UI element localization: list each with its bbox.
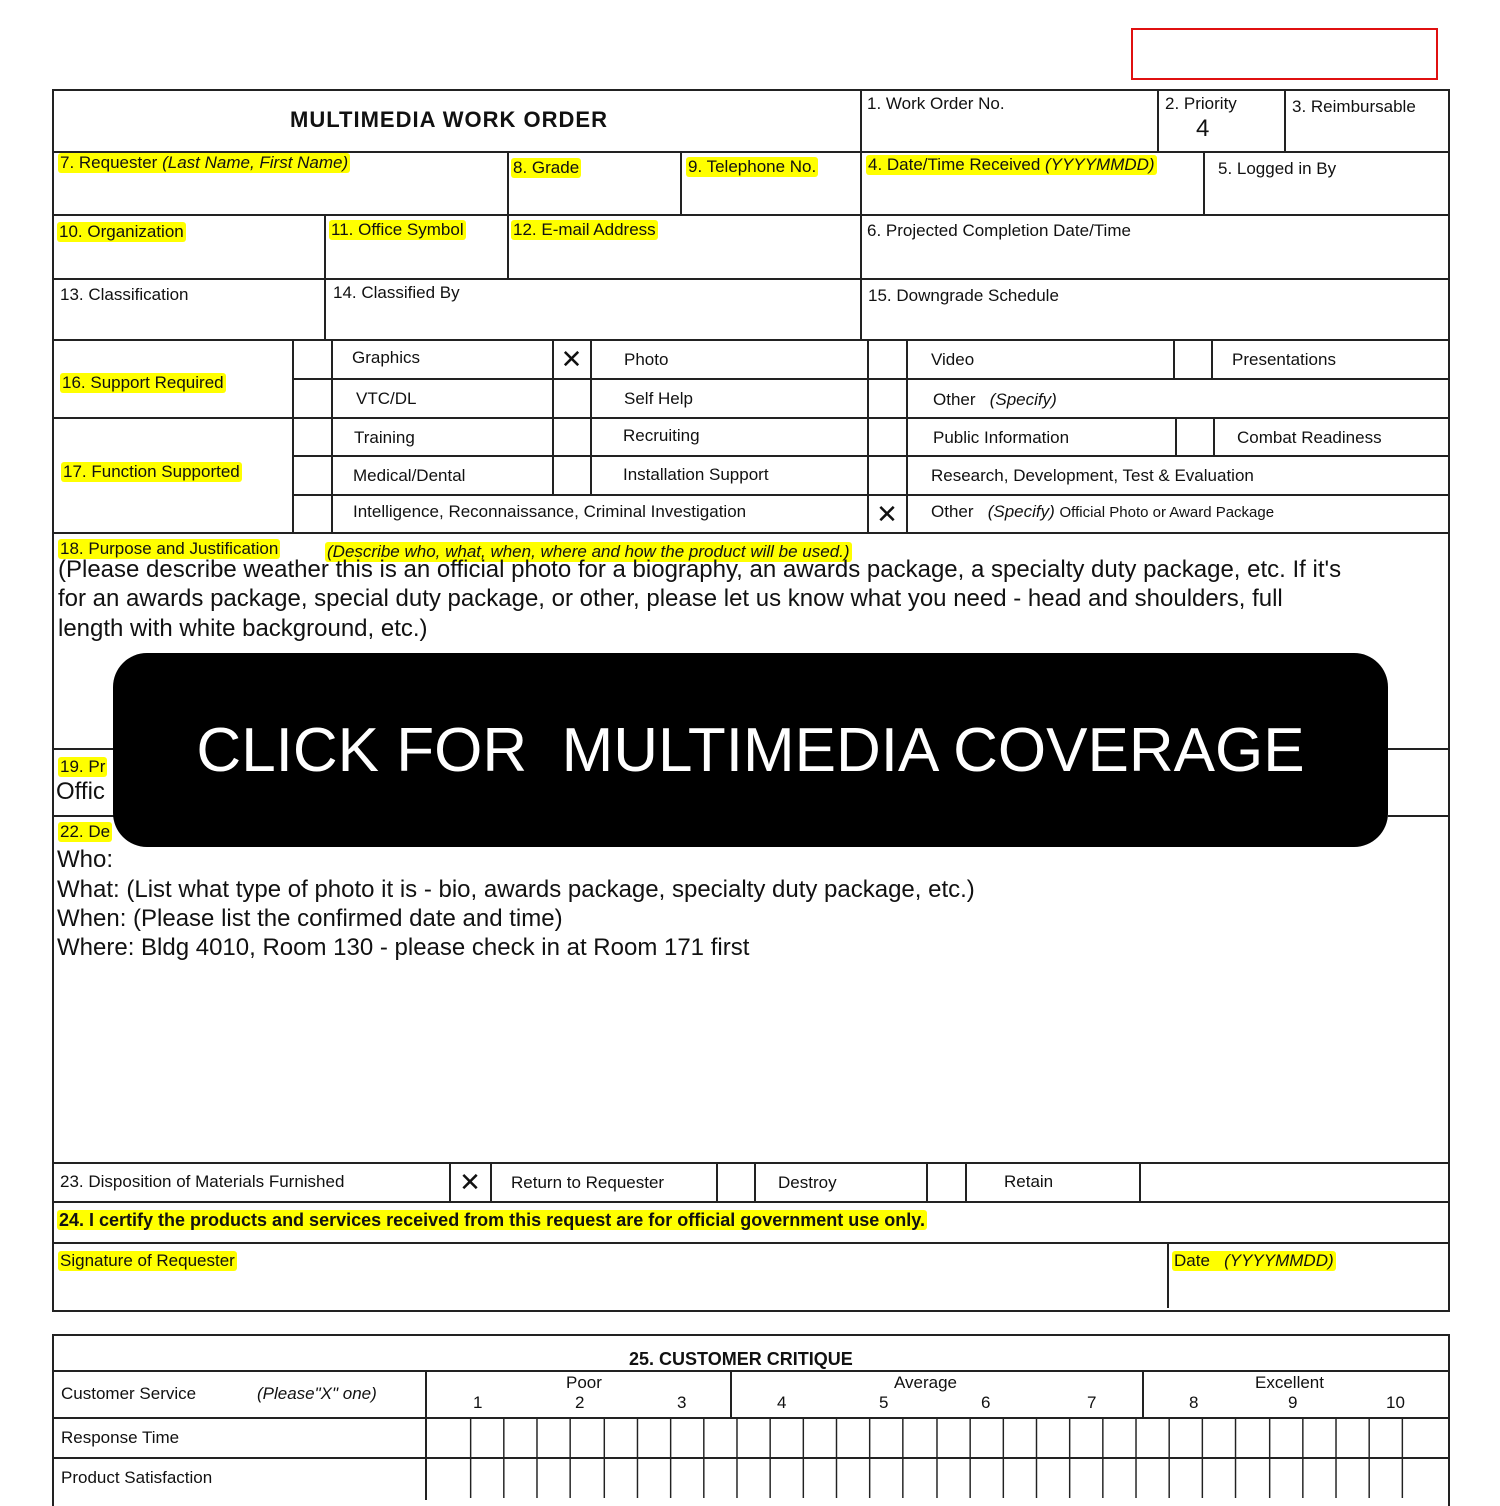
multimedia-coverage-button[interactable] xyxy=(113,653,1388,847)
logged-in-by-label: 5. Logged in By xyxy=(1218,159,1337,178)
section-22-label: 22. De xyxy=(60,822,111,841)
checkbox-support-other[interactable] xyxy=(869,380,905,416)
option-graphics: Graphics xyxy=(352,348,421,367)
checkbox-retain[interactable] xyxy=(928,1164,964,1200)
checkbox-photo[interactable]: ✕ xyxy=(560,344,583,374)
divider xyxy=(490,1162,492,1201)
projected-completion-label: 6. Projected Completion Date/Time xyxy=(867,221,1131,240)
checkbox-video[interactable] xyxy=(869,341,905,377)
divider xyxy=(52,1242,1448,1244)
option-retain: Retain xyxy=(1004,1172,1054,1191)
purpose-text-line[interactable]: (Please describe weather this is an official photo for a biography, an awards package, a specialty duty package, etc. If it's xyxy=(58,556,1342,583)
scale-number: 2 xyxy=(575,1393,585,1412)
option-function-other: Other (Specify) Official Photo or Award Package xyxy=(931,502,1275,521)
checkbox-training[interactable] xyxy=(294,419,330,454)
divider xyxy=(1157,89,1159,151)
divider xyxy=(52,417,1448,419)
divider xyxy=(680,151,682,214)
divider xyxy=(1203,151,1205,214)
signature-field[interactable] xyxy=(60,1275,1160,1305)
classification-label: 13. Classification xyxy=(60,285,189,304)
divider xyxy=(1167,1242,1169,1308)
scale-number: 5 xyxy=(879,1393,889,1412)
multimedia-coverage-label: CLICK FOR MULTIMEDIA COVERAGE xyxy=(196,715,1305,785)
details-who[interactable]: Who: xyxy=(57,846,114,873)
divider xyxy=(52,278,1448,280)
divider xyxy=(590,339,592,494)
scale-number: 10 xyxy=(1386,1393,1405,1412)
critique-title: 25. CUSTOMER CRITIQUE xyxy=(629,1349,853,1369)
option-photo: Photo xyxy=(624,350,669,369)
function-supported-label: 17. Function Supported xyxy=(63,462,240,481)
divider xyxy=(52,1370,1448,1372)
scale-number: 6 xyxy=(981,1393,991,1412)
classified-by-label: 14. Classified By xyxy=(333,283,460,302)
checkbox-intel[interactable] xyxy=(294,496,330,531)
option-destroy: Destroy xyxy=(778,1173,837,1192)
option-vtc: VTC/DL xyxy=(356,389,417,408)
purpose-text-line[interactable]: for an awards package, special duty package, or other, please let us know what you need - head and shoulders, full xyxy=(58,585,1283,612)
rating-grid[interactable] xyxy=(425,1418,1448,1498)
purpose-label: 18. Purpose and Justification xyxy=(60,539,279,558)
divider xyxy=(1142,1370,1144,1418)
grade-label: 8. Grade xyxy=(513,158,580,177)
checkbox-self-help[interactable] xyxy=(554,380,589,416)
certify-statement: 24. I certify the products and services received from this request are for official government use only. xyxy=(59,1210,925,1230)
divider xyxy=(1211,339,1213,378)
checkbox-vtc[interactable] xyxy=(294,380,330,416)
divider xyxy=(52,748,114,750)
option-presentations: Presentations xyxy=(1232,350,1336,369)
checkbox-graphics[interactable] xyxy=(294,341,330,377)
option-training: Training xyxy=(354,428,415,447)
option-installation: Installation Support xyxy=(623,465,769,484)
option-combat: Combat Readiness xyxy=(1237,428,1382,447)
scale-number: 3 xyxy=(677,1393,687,1412)
scale-excellent: Excellent xyxy=(1255,1373,1324,1392)
divider xyxy=(1284,89,1286,151)
scale-number: 8 xyxy=(1189,1393,1199,1412)
scale-number: 4 xyxy=(777,1393,787,1412)
checkbox-return[interactable]: ✕ xyxy=(459,1167,481,1197)
checkbox-medical[interactable] xyxy=(294,457,330,493)
downgrade-schedule-label: 15. Downgrade Schedule xyxy=(868,286,1059,305)
scale-number: 7 xyxy=(1087,1393,1097,1412)
office-symbol-label: 11. Office Symbol xyxy=(331,220,464,239)
details-what[interactable]: What: (List what type of photo it is - bio, awards package, specialty duty package, etc.) xyxy=(57,876,975,903)
priority-value[interactable]: 4 xyxy=(1196,115,1210,142)
requester-label: 7. Requester (Last Name, First Name) xyxy=(60,153,349,172)
divider xyxy=(730,1370,732,1418)
customer-service-label: Customer Service xyxy=(61,1384,197,1403)
divider xyxy=(1388,815,1448,817)
divider xyxy=(52,214,1448,216)
checkbox-function-other[interactable]: ✕ xyxy=(876,499,898,529)
form-title: MULTIMEDIA WORK ORDER xyxy=(290,107,608,132)
option-public-info: Public Information xyxy=(933,428,1070,447)
function-other-value: Official Photo or Award Package xyxy=(1059,504,1275,521)
checkbox-destroy[interactable] xyxy=(718,1164,753,1200)
divider xyxy=(331,339,333,532)
scale-number: 1 xyxy=(473,1393,483,1412)
divider xyxy=(52,815,114,817)
support-required-label: 16. Support Required xyxy=(62,373,224,392)
details-when[interactable]: When: (Please list the confirmed date and time) xyxy=(57,905,563,932)
option-medical: Medical/Dental xyxy=(353,466,466,485)
checkbox-combat[interactable] xyxy=(1177,419,1212,454)
scale-average: Average xyxy=(894,1373,958,1392)
option-support-other: Other (Specify) xyxy=(933,390,1057,409)
work-order-no-label: 1. Work Order No. xyxy=(867,94,1005,113)
checkbox-research[interactable] xyxy=(869,457,905,493)
scale-number: 9 xyxy=(1288,1393,1298,1412)
disposition-label: 23. Disposition of Materials Furnished xyxy=(60,1172,345,1191)
checkbox-installation[interactable] xyxy=(554,457,589,493)
section-19-label: 19. Pr xyxy=(60,757,106,776)
critique-hint: (Please"X" one) xyxy=(257,1384,377,1403)
option-research: Research, Development, Test & Evaluation xyxy=(931,466,1254,485)
priority-label: 2. Priority xyxy=(1165,94,1237,113)
section-19-value[interactable]: Offic xyxy=(56,778,105,805)
product-satisfaction-label: Product Satisfaction xyxy=(61,1468,213,1487)
reimbursable-label: 3. Reimbursable xyxy=(1292,97,1416,116)
signature-date-label: Date (YYYYMMDD) xyxy=(1174,1251,1334,1270)
purpose-hint: (Describe who, what, when, where and how the product will be used.) xyxy=(327,542,850,561)
option-intel: Intelligence, Reconnaissance, Criminal Investigation xyxy=(353,502,747,521)
divider xyxy=(754,1162,756,1201)
option-return: Return to Requester xyxy=(511,1173,665,1192)
divider xyxy=(52,532,1448,534)
checkbox-public-info[interactable] xyxy=(869,419,905,454)
scale-poor: Poor xyxy=(566,1373,602,1392)
divider xyxy=(1388,748,1448,750)
option-recruiting: Recruiting xyxy=(623,426,700,445)
checkbox-recruiting[interactable] xyxy=(554,419,589,454)
divider xyxy=(324,214,326,339)
divider xyxy=(906,339,908,532)
divider xyxy=(1213,417,1215,455)
option-self-help: Self Help xyxy=(624,389,693,408)
details-where[interactable]: Where: Bldg 4010, Room 130 - please check in at Room 171 first xyxy=(57,934,750,961)
signature-date-field[interactable] xyxy=(1175,1275,1440,1305)
purpose-text-line[interactable]: length with white background, etc.) xyxy=(58,615,428,642)
email-label: 12. E-mail Address xyxy=(513,220,656,239)
organization-label: 10. Organization xyxy=(59,222,184,241)
response-time-label: Response Time xyxy=(61,1428,180,1447)
signature-label: Signature of Requester xyxy=(60,1251,235,1270)
divider xyxy=(507,151,509,278)
divider xyxy=(1139,1162,1141,1201)
highlight-box xyxy=(1131,28,1438,80)
divider xyxy=(860,89,862,340)
divider xyxy=(965,1162,967,1201)
divider xyxy=(52,1201,1448,1203)
checkbox-presentations[interactable] xyxy=(1175,341,1210,377)
divider xyxy=(52,339,1448,341)
option-video: Video xyxy=(931,350,975,369)
telephone-label: 9. Telephone No. xyxy=(688,157,817,176)
date-received-label: 4. Date/Time Received (YYYYMMDD) xyxy=(868,155,1155,174)
